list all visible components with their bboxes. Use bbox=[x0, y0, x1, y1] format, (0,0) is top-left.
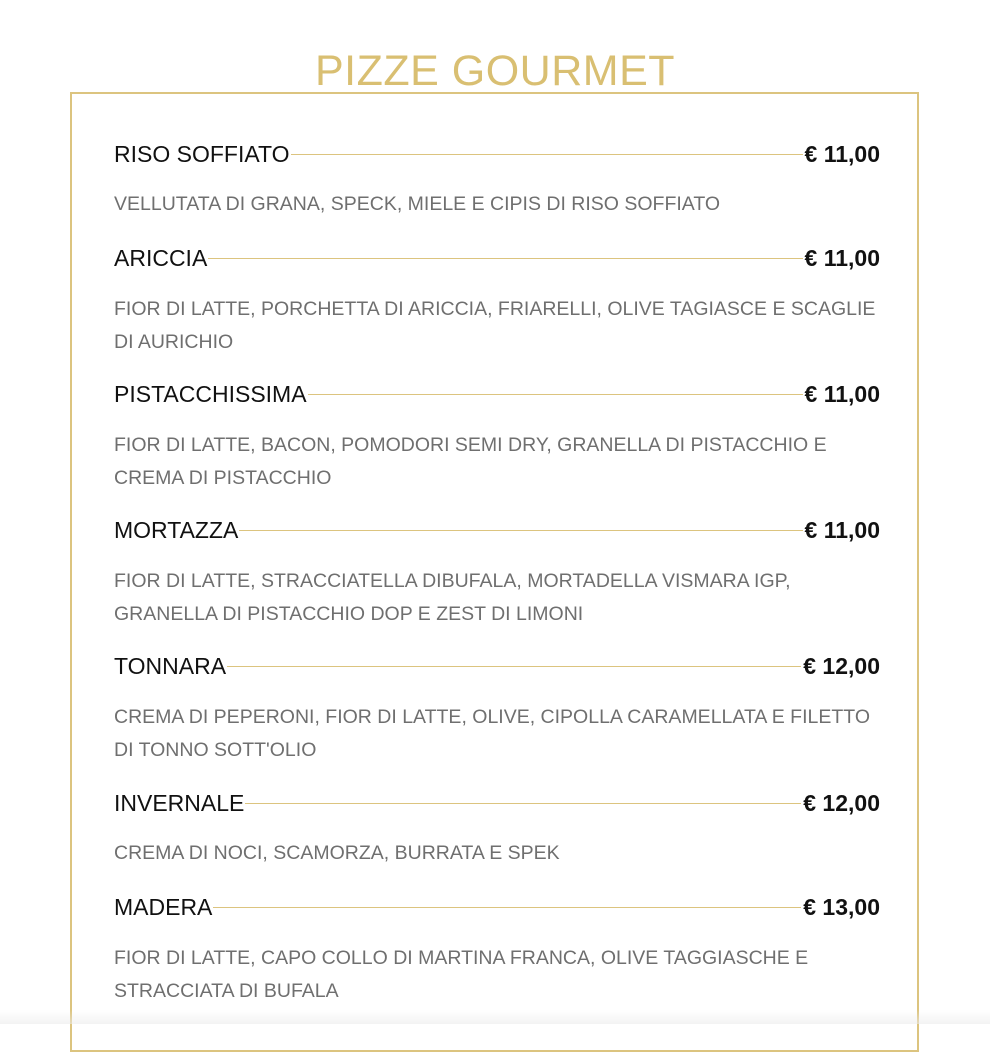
menu-item-description: FIOR DI LATTE, BACON, POMODORI SEMI DRY, GRANELLA DI PISTACCHIO E CREMA DI PISTACCHIO bbox=[114, 434, 827, 489]
menu-item-name: ARICCIA bbox=[114, 245, 208, 271]
menu-item-price: € 12,00 bbox=[803, 653, 880, 679]
menu-item-header bbox=[114, 892, 880, 922]
bottom-fade bbox=[0, 1010, 990, 1024]
menu-item bbox=[114, 243, 880, 359]
menu-item bbox=[114, 515, 880, 631]
menu-item-name: MADERA bbox=[114, 894, 213, 920]
menu-title: PIZZE GOURMET bbox=[314, 46, 676, 95]
menu-item bbox=[114, 892, 880, 1008]
menu-item-name: INVERNALE bbox=[114, 790, 245, 816]
menu-item-description: FIOR DI LATTE, CAPO COLLO DI MARTINA FRANCA, OLIVE TAGGIASCHE E STRACCIATA DI BUFALA bbox=[114, 947, 809, 1002]
menu-item-name: PISTACCHISSIMA bbox=[114, 381, 307, 407]
menu-item-price: € 11,00 bbox=[804, 245, 880, 271]
menu-item-description: FIOR DI LATTE, STRACCIATELLA DIBUFALA, MORTADELLA VISMARA IGP, GRANELLA DI PISTACCHIO DOP E ZEST DI LIMONI bbox=[114, 570, 791, 625]
dotted-leader bbox=[245, 803, 801, 804]
dotted-leader bbox=[208, 258, 802, 259]
menu-item bbox=[114, 651, 880, 767]
menu-item-price: € 11,00 bbox=[804, 517, 880, 543]
menu-item-description: FIOR DI LATTE, PORCHETTA DI ARICCIA, FRIARELLI, OLIVE TAGIASCE E SCAGLIE DI AURICHIO bbox=[114, 298, 876, 353]
menu-item-header bbox=[114, 379, 880, 409]
menu-item-name: TONNARA bbox=[114, 653, 227, 679]
menu-item-description: CREMA DI PEPERONI, FIOR DI LATTE, OLIVE, CIPOLLA CARAMELLATA E FILETTO DI TONNO SOTT'OLIO bbox=[114, 706, 870, 761]
menu-item-header bbox=[114, 788, 880, 818]
menu-item-price: € 12,00 bbox=[803, 790, 880, 816]
menu-item-description: CREMA DI NOCI, SCAMORZA, BURRATA E SPEK bbox=[114, 842, 560, 864]
menu-item-price: € 11,00 bbox=[804, 381, 880, 407]
menu-item-price: € 13,00 bbox=[803, 894, 880, 920]
menu-item-price: € 11,00 bbox=[804, 141, 880, 167]
dotted-leader bbox=[213, 907, 801, 908]
menu-item-name: MORTAZZA bbox=[114, 517, 239, 543]
menu-item-header bbox=[114, 515, 880, 545]
menu-item bbox=[114, 379, 880, 495]
menu-item-header bbox=[114, 139, 880, 169]
menu-item-description: VELLUTATA DI GRANA, SPECK, MIELE E CIPIS DI RISO SOFFIATO bbox=[114, 193, 721, 215]
dotted-leader bbox=[291, 154, 803, 155]
menu-item bbox=[114, 139, 880, 221]
dotted-leader bbox=[239, 530, 802, 531]
menu-item-name: RISO SOFFIATO bbox=[114, 141, 290, 167]
menu-item-header bbox=[114, 243, 880, 273]
dotted-leader bbox=[308, 394, 803, 395]
menu-item bbox=[114, 788, 880, 870]
dotted-leader bbox=[227, 666, 801, 667]
menu-item-header bbox=[114, 651, 880, 681]
